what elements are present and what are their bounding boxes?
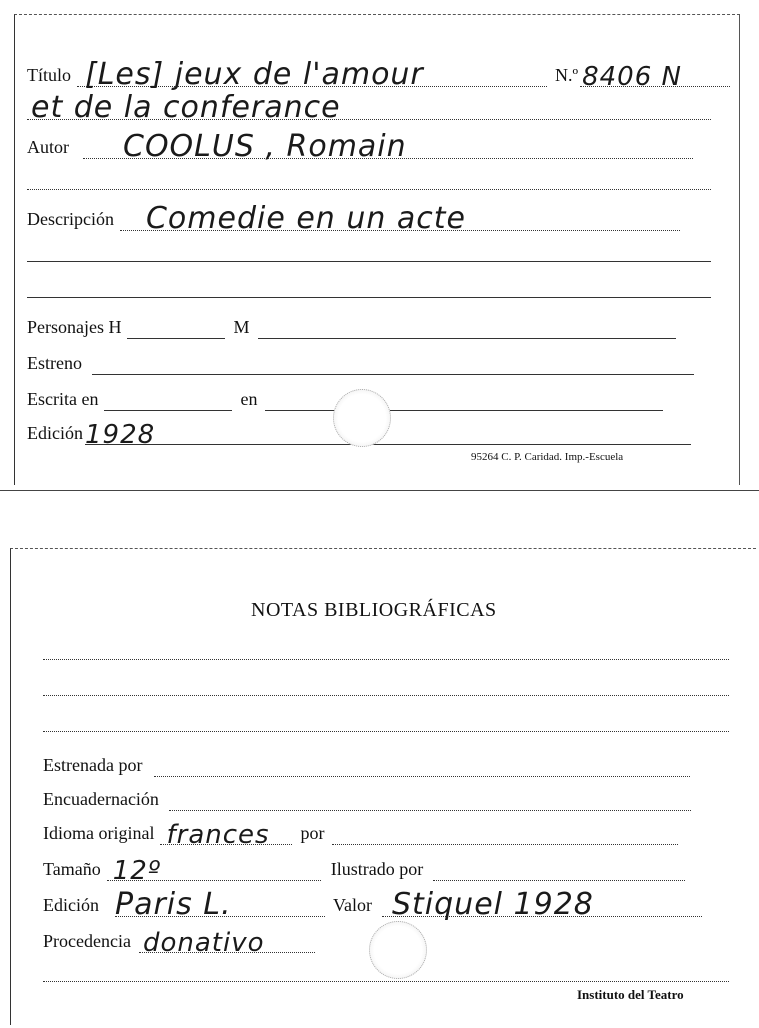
estreno-row xyxy=(27,353,694,375)
descripcion-line-2 xyxy=(27,261,711,262)
titulo-row xyxy=(27,57,730,92)
catalog-card-back xyxy=(10,548,756,1025)
personajes-label: Personajes H xyxy=(27,317,122,337)
notas-bottom-line xyxy=(43,981,729,982)
ilustrado-field xyxy=(433,860,685,881)
notas-line-3 xyxy=(43,731,729,732)
edicion-back-label: Edición xyxy=(43,895,99,915)
escrita-field xyxy=(104,390,232,411)
estreno-field xyxy=(92,354,694,375)
idioma-field xyxy=(160,820,292,850)
notas-line-2 xyxy=(43,695,729,696)
titulo-line2-value: et de la conferance xyxy=(31,90,341,125)
numero-label: N.º xyxy=(555,65,579,85)
personajes-m-field xyxy=(258,318,676,339)
valor-field xyxy=(382,887,702,922)
estrenada-label: Estrenada por xyxy=(43,755,143,775)
idioma-por-field xyxy=(332,824,678,845)
edicion-back-field xyxy=(115,887,325,922)
card-separator xyxy=(0,490,759,491)
tamano-field xyxy=(107,856,321,886)
titulo-line-2 xyxy=(27,90,711,125)
titulo-label: Título xyxy=(27,65,71,85)
edicion-back-value: Paris L. xyxy=(115,887,232,922)
descripcion-label: Descripción xyxy=(27,209,114,229)
autor-label: Autor xyxy=(27,137,69,157)
titulo-field xyxy=(77,57,547,92)
imprint-text: 95264 C. P. Caridad. Imp.-Escuela xyxy=(471,451,624,463)
idioma-por-label: por xyxy=(300,823,325,843)
ilustrado-label: Ilustrado por xyxy=(330,859,424,879)
autor-row xyxy=(27,129,693,164)
valor-value: Stiquel 1928 xyxy=(392,887,594,922)
escrita-label: Escrita en xyxy=(27,389,99,409)
notas-heading: NOTAS BIBLIOGRÁFICAS xyxy=(251,599,497,621)
encuadernacion-field xyxy=(169,790,691,811)
personajes-h-field xyxy=(127,318,225,339)
paper-stain-back xyxy=(369,921,427,979)
personajes-row xyxy=(27,317,676,339)
edicion-label: Edición xyxy=(27,423,83,443)
encuadernacion-label: Encuadernación xyxy=(43,789,159,809)
edicion-value: 1928 xyxy=(85,420,156,450)
numero-value: 8406 N xyxy=(582,62,682,92)
procedencia-label: Procedencia xyxy=(43,931,131,951)
estreno-label: Estreno xyxy=(27,353,82,373)
catalog-card-front xyxy=(14,14,740,485)
idioma-value: frances xyxy=(166,820,270,850)
titulo-value: [Les] jeux de l'amour xyxy=(85,57,424,92)
escrita-en-label: en xyxy=(240,389,258,409)
tamano-label: Tamaño xyxy=(43,859,101,879)
procedencia-field xyxy=(139,928,315,958)
notas-line-1 xyxy=(43,659,729,660)
descripcion-row xyxy=(27,201,680,236)
descripcion-value: Comedie en un acte xyxy=(145,201,466,236)
estrenada-row xyxy=(43,755,690,777)
estrenada-field xyxy=(154,756,690,777)
idioma-row xyxy=(43,820,678,850)
tamano-row xyxy=(43,856,685,886)
valor-label: Valor xyxy=(333,895,372,915)
idioma-label: Idioma original xyxy=(43,823,155,843)
numero-field xyxy=(580,62,730,92)
escrita-en-field xyxy=(265,390,663,411)
edicion-back-row xyxy=(43,887,702,922)
descripcion-line-3 xyxy=(27,297,711,298)
procedencia-row xyxy=(43,928,315,958)
paper-stain xyxy=(333,389,391,447)
autor-line-2 xyxy=(27,189,711,190)
autor-field xyxy=(83,129,693,164)
descripcion-field xyxy=(120,201,680,236)
tamano-value: 12º xyxy=(112,856,162,886)
encuadernacion-row xyxy=(43,789,691,811)
institution-footer: Instituto del Teatro xyxy=(577,987,684,1002)
autor-value: COOLUS , Romain xyxy=(123,129,407,164)
procedencia-value: donativo xyxy=(142,928,265,958)
personajes-m-label: M xyxy=(233,317,250,337)
